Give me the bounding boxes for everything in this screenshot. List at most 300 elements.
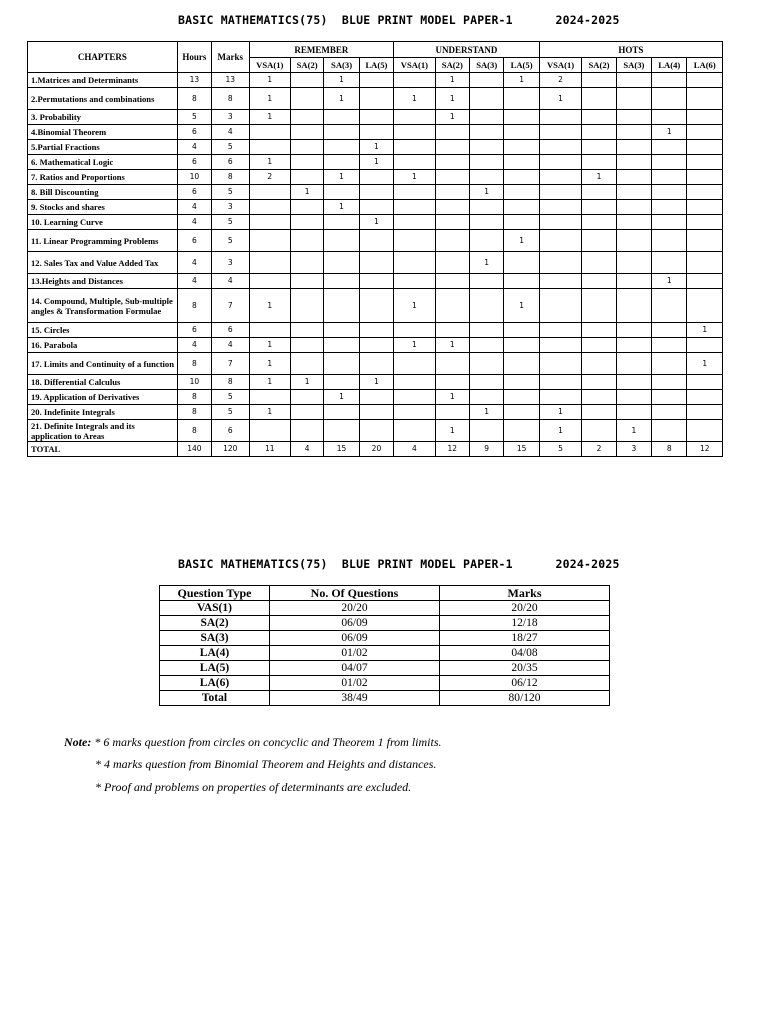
question-count-cell xyxy=(470,110,504,125)
question-count-cell xyxy=(652,170,687,185)
question-count-cell xyxy=(616,252,651,274)
question-count-cell xyxy=(687,110,723,125)
question-type: VAS(1) xyxy=(160,601,270,616)
question-count-cell xyxy=(249,420,290,442)
question-count-cell xyxy=(435,289,469,323)
question-count-cell xyxy=(504,88,539,110)
question-count-cell xyxy=(359,125,393,140)
chapter-marks: 8 xyxy=(212,375,249,390)
question-count-cell: 15 xyxy=(504,442,539,457)
question-count-cell: 1 xyxy=(394,289,435,323)
question-count-cell xyxy=(470,215,504,230)
question-count-cell xyxy=(687,420,723,442)
subheader-cell: LA(5) xyxy=(504,58,539,73)
question-count-cell xyxy=(249,274,290,289)
question-count-cell xyxy=(324,125,359,140)
question-count-cell xyxy=(324,155,359,170)
question-count-cell xyxy=(290,323,323,338)
question-count-cell xyxy=(539,125,581,140)
question-count-cell xyxy=(435,170,469,185)
question-count-cell xyxy=(504,110,539,125)
question-count-cell xyxy=(616,353,651,375)
chapter-name: 19. Application of Derivatives xyxy=(28,390,178,405)
question-count: 06/09 xyxy=(270,631,440,646)
question-count-cell xyxy=(652,338,687,353)
question-count-cell xyxy=(324,289,359,323)
question-count: 01/02 xyxy=(270,646,440,661)
question-count-cell xyxy=(582,252,616,274)
question-count-cell: 1 xyxy=(470,405,504,420)
note-line-3: * Proof and problems on properties of determinants are excluded. xyxy=(95,780,412,794)
question-count-cell: 1 xyxy=(249,73,290,88)
question-marks: 80/120 xyxy=(440,691,610,706)
chapter-marks: 5 xyxy=(212,405,249,420)
summary-header-count: No. Of Questions xyxy=(270,586,440,601)
question-count-cell: 1 xyxy=(504,73,539,88)
question-count-cell xyxy=(324,274,359,289)
question-count-cell xyxy=(652,110,687,125)
question-count-cell xyxy=(582,420,616,442)
table-row xyxy=(28,170,723,185)
table-row xyxy=(28,252,723,274)
question-count-cell xyxy=(470,375,504,390)
question-count-cell xyxy=(652,390,687,405)
question-count-cell xyxy=(470,125,504,140)
question-count-cell xyxy=(359,338,393,353)
chapter-name: 7. Ratios and Proportions xyxy=(28,170,178,185)
question-count-cell xyxy=(652,230,687,252)
question-count-cell xyxy=(324,185,359,200)
question-count-cell xyxy=(539,140,581,155)
chapter-marks: 6 xyxy=(212,155,249,170)
question-marks: 12/18 xyxy=(440,616,610,631)
question-count-cell xyxy=(290,125,323,140)
chapter-hours: 8 xyxy=(177,353,211,375)
chapter-marks: 3 xyxy=(212,110,249,125)
chapter-hours: 10 xyxy=(177,375,211,390)
question-count-cell xyxy=(359,88,393,110)
question-count-cell xyxy=(539,353,581,375)
question-count-cell xyxy=(616,215,651,230)
chapter-marks: 5 xyxy=(212,390,249,405)
question-type: SA(2) xyxy=(160,616,270,631)
question-count-cell xyxy=(435,215,469,230)
question-marks: 20/20 xyxy=(440,601,610,616)
subheader-cell: SA(3) xyxy=(324,58,359,73)
question-count-cell xyxy=(582,155,616,170)
question-count-cell xyxy=(616,274,651,289)
question-count-cell xyxy=(582,125,616,140)
question-count-cell: 1 xyxy=(249,155,290,170)
question-count-cell xyxy=(324,338,359,353)
chapter-marks: 6 xyxy=(212,323,249,338)
question-count-cell xyxy=(394,185,435,200)
table-row xyxy=(28,110,723,125)
summary-row xyxy=(160,661,610,676)
question-count-cell xyxy=(470,274,504,289)
question-count-cell xyxy=(249,390,290,405)
question-count-cell xyxy=(539,170,581,185)
question-count-cell xyxy=(504,125,539,140)
chapter-name: 11. Linear Programming Problems xyxy=(28,230,178,252)
question-count-cell xyxy=(290,110,323,125)
question-count-cell xyxy=(504,390,539,405)
subheader-cell: VSA(1) xyxy=(249,58,290,73)
chapter-marks: 120 xyxy=(212,442,249,457)
table-row xyxy=(28,274,723,289)
question-count-cell: 15 xyxy=(324,442,359,457)
question-count-cell xyxy=(687,230,723,252)
question-count-cell xyxy=(324,405,359,420)
question-count-cell xyxy=(504,405,539,420)
summary-row xyxy=(160,676,610,691)
question-count-cell xyxy=(359,390,393,405)
question-type: Total xyxy=(160,691,270,706)
question-count-cell xyxy=(652,155,687,170)
question-count-cell xyxy=(470,323,504,338)
question-count-cell xyxy=(359,185,393,200)
chapter-hours: 13 xyxy=(177,73,211,88)
chapter-hours: 10 xyxy=(177,170,211,185)
question-count-cell xyxy=(470,73,504,88)
chapter-hours: 8 xyxy=(177,390,211,405)
question-count-cell: 1 xyxy=(435,390,469,405)
question-count-cell xyxy=(687,215,723,230)
table-row xyxy=(28,375,723,390)
question-count-cell xyxy=(290,353,323,375)
question-count-cell: 1 xyxy=(539,405,581,420)
question-count-cell xyxy=(652,140,687,155)
question-count-cell: 12 xyxy=(687,442,723,457)
question-count-cell xyxy=(652,375,687,390)
table-row xyxy=(28,323,723,338)
question-count-cell: 1 xyxy=(249,405,290,420)
chapter-hours: 6 xyxy=(177,185,211,200)
subheader-cell: LA(4) xyxy=(652,58,687,73)
question-count-cell: 1 xyxy=(359,140,393,155)
question-count-cell xyxy=(290,200,323,215)
question-count-cell xyxy=(470,155,504,170)
chapter-name: 17. Limits and Continuity of a function xyxy=(28,353,178,375)
question-count-cell xyxy=(616,323,651,338)
question-count-cell xyxy=(582,88,616,110)
question-count-cell xyxy=(652,185,687,200)
question-count-cell: 1 xyxy=(324,390,359,405)
question-count-cell xyxy=(582,230,616,252)
table-row xyxy=(28,88,723,110)
chapter-marks: 8 xyxy=(212,88,249,110)
question-count-cell xyxy=(249,323,290,338)
question-count-cell xyxy=(290,390,323,405)
question-count-cell xyxy=(504,338,539,353)
chapter-name: 10. Learning Curve xyxy=(28,215,178,230)
question-marks: 06/12 xyxy=(440,676,610,691)
summary-row xyxy=(160,631,610,646)
question-count-cell xyxy=(394,323,435,338)
subheader-cell: LA(6) xyxy=(687,58,723,73)
question-count-cell xyxy=(582,353,616,375)
summary-row xyxy=(160,646,610,661)
question-type: LA(4) xyxy=(160,646,270,661)
question-count-cell xyxy=(582,185,616,200)
question-count-cell xyxy=(539,289,581,323)
question-count-cell xyxy=(394,353,435,375)
chapter-hours: 6 xyxy=(177,125,211,140)
question-count-cell: 1 xyxy=(470,252,504,274)
question-count-cell xyxy=(504,200,539,215)
subheader-cell: VSA(1) xyxy=(539,58,581,73)
question-count: 06/09 xyxy=(270,616,440,631)
question-count-cell xyxy=(359,353,393,375)
subheader-cell: SA(2) xyxy=(290,58,323,73)
chapter-hours: 6 xyxy=(177,323,211,338)
summary-table xyxy=(159,585,610,706)
question-count-cell xyxy=(582,390,616,405)
question-count-cell xyxy=(359,323,393,338)
question-count-cell xyxy=(582,140,616,155)
question-count-cell: 4 xyxy=(394,442,435,457)
question-type: SA(3) xyxy=(160,631,270,646)
question-count-cell: 1 xyxy=(359,375,393,390)
question-count-cell: 1 xyxy=(539,420,581,442)
question-count-cell xyxy=(359,274,393,289)
question-count-cell xyxy=(652,289,687,323)
question-count-cell xyxy=(687,390,723,405)
question-count-cell xyxy=(504,353,539,375)
question-count-cell xyxy=(616,390,651,405)
question-count-cell xyxy=(616,338,651,353)
subheader-cell: SA(2) xyxy=(435,58,469,73)
table-row xyxy=(28,289,723,323)
question-count-cell xyxy=(470,230,504,252)
chapter-marks: 5 xyxy=(212,215,249,230)
question-count-cell xyxy=(324,230,359,252)
question-count-cell xyxy=(582,323,616,338)
question-count-cell xyxy=(249,185,290,200)
chapter-name: TOTAL xyxy=(28,442,178,457)
table-row xyxy=(28,420,723,442)
question-count-cell xyxy=(652,353,687,375)
question-count-cell xyxy=(539,110,581,125)
question-count-cell: 1 xyxy=(249,353,290,375)
question-marks: 04/08 xyxy=(440,646,610,661)
question-count-cell: 1 xyxy=(582,170,616,185)
question-count-cell xyxy=(290,140,323,155)
question-count-cell xyxy=(394,140,435,155)
question-count-cell xyxy=(435,200,469,215)
question-count-cell xyxy=(504,185,539,200)
chapter-name: 18. Differential Calculus xyxy=(28,375,178,390)
chapter-hours: 8 xyxy=(177,405,211,420)
question-count-cell: 3 xyxy=(616,442,651,457)
question-count-cell xyxy=(324,375,359,390)
question-count-cell xyxy=(616,88,651,110)
question-count-cell xyxy=(394,230,435,252)
summary-row xyxy=(160,616,610,631)
question-count-cell xyxy=(435,252,469,274)
chapter-marks: 4 xyxy=(212,125,249,140)
chapter-marks: 13 xyxy=(212,73,249,88)
question-count-cell xyxy=(435,230,469,252)
question-count-cell xyxy=(539,390,581,405)
question-count-cell xyxy=(539,338,581,353)
question-count-cell: 5 xyxy=(539,442,581,457)
question-count-cell xyxy=(290,230,323,252)
chapter-hours: 6 xyxy=(177,155,211,170)
chapter-hours: 4 xyxy=(177,274,211,289)
question-count-cell xyxy=(582,375,616,390)
question-count-cell xyxy=(324,323,359,338)
question-count-cell xyxy=(687,140,723,155)
summary-row xyxy=(160,691,610,706)
question-count-cell: 1 xyxy=(359,155,393,170)
question-count-cell: 1 xyxy=(324,88,359,110)
question-count-cell xyxy=(687,125,723,140)
question-count-cell xyxy=(582,73,616,88)
question-count-cell: 1 xyxy=(249,289,290,323)
summary-header-marks: Marks xyxy=(440,586,610,601)
question-count-cell xyxy=(616,375,651,390)
chapter-hours: 4 xyxy=(177,200,211,215)
question-count: 20/20 xyxy=(270,601,440,616)
question-count-cell: 2 xyxy=(582,442,616,457)
table-row xyxy=(28,73,723,88)
question-count-cell xyxy=(470,88,504,110)
chapter-marks: 5 xyxy=(212,140,249,155)
question-count-cell xyxy=(435,155,469,170)
header-marks: Marks xyxy=(212,42,249,73)
question-count-cell xyxy=(435,185,469,200)
table-row xyxy=(28,338,723,353)
question-count-cell: 1 xyxy=(435,338,469,353)
question-count-cell: 1 xyxy=(470,185,504,200)
subheader-cell: SA(3) xyxy=(470,58,504,73)
header-chapters: CHAPTERS xyxy=(28,42,178,73)
table-row xyxy=(28,125,723,140)
question-count-cell xyxy=(539,215,581,230)
question-count-cell xyxy=(616,110,651,125)
question-count-cell xyxy=(652,405,687,420)
question-count-cell: 4 xyxy=(290,442,323,457)
question-count-cell: 1 xyxy=(616,420,651,442)
question-count-cell xyxy=(359,110,393,125)
question-marks: 20/35 xyxy=(440,661,610,676)
question-count-cell xyxy=(539,252,581,274)
table-row xyxy=(28,230,723,252)
question-count-cell xyxy=(470,420,504,442)
summary-row xyxy=(160,601,610,616)
question-count-cell xyxy=(504,274,539,289)
chapter-marks: 3 xyxy=(212,252,249,274)
question-count-cell xyxy=(582,110,616,125)
question-count-cell xyxy=(652,323,687,338)
question-count-cell xyxy=(616,170,651,185)
question-count-cell xyxy=(616,230,651,252)
note-line-1 xyxy=(64,735,442,750)
chapter-name: 16. Parabola xyxy=(28,338,178,353)
question-count-cell xyxy=(652,73,687,88)
question-count-cell xyxy=(324,420,359,442)
question-count-cell xyxy=(687,88,723,110)
chapter-name: 12. Sales Tax and Value Added Tax xyxy=(28,252,178,274)
chapter-marks: 8 xyxy=(212,170,249,185)
question-count-cell xyxy=(539,185,581,200)
question-count-cell xyxy=(616,125,651,140)
chapter-name: 9. Stocks and shares xyxy=(28,200,178,215)
question-count-cell xyxy=(435,375,469,390)
question-count-cell xyxy=(359,230,393,252)
chapter-marks: 5 xyxy=(212,185,249,200)
question-type: LA(6) xyxy=(160,676,270,691)
question-count-cell: 1 xyxy=(504,289,539,323)
table-row xyxy=(28,353,723,375)
question-count-cell xyxy=(470,140,504,155)
question-count-cell xyxy=(394,110,435,125)
question-count-cell xyxy=(652,200,687,215)
chapter-marks: 5 xyxy=(212,230,249,252)
table-row xyxy=(28,215,723,230)
subheader-cell: SA(3) xyxy=(616,58,651,73)
chapter-name: 15. Circles xyxy=(28,323,178,338)
question-count-cell xyxy=(539,155,581,170)
chapter-hours: 140 xyxy=(177,442,211,457)
question-count-cell: 1 xyxy=(290,185,323,200)
question-count-cell xyxy=(249,200,290,215)
question-count: 38/49 xyxy=(270,691,440,706)
question-count-cell: 12 xyxy=(435,442,469,457)
question-count-cell xyxy=(290,405,323,420)
blueprint-table xyxy=(27,41,723,457)
question-count-cell: 1 xyxy=(324,200,359,215)
question-count-cell xyxy=(394,420,435,442)
question-count-cell xyxy=(652,215,687,230)
chapter-name: 2.Permutations and combinations xyxy=(28,88,178,110)
question-count-cell xyxy=(394,155,435,170)
question-count-cell xyxy=(324,215,359,230)
question-count-cell: 1 xyxy=(290,375,323,390)
question-count-cell: 1 xyxy=(359,215,393,230)
chapter-marks: 7 xyxy=(212,289,249,323)
chapter-name: 1.Matrices and Determinants xyxy=(28,73,178,88)
question-count-cell xyxy=(394,125,435,140)
question-count-cell xyxy=(616,185,651,200)
question-count-cell xyxy=(394,200,435,215)
question-count-cell xyxy=(249,230,290,252)
question-count-cell xyxy=(582,289,616,323)
chapter-name: 13.Heights and Distances xyxy=(28,274,178,289)
chapter-hours: 4 xyxy=(177,140,211,155)
chapter-name: 6. Mathematical Logic xyxy=(28,155,178,170)
question-count-cell: 1 xyxy=(435,420,469,442)
table-row xyxy=(28,155,723,170)
summary-header-type: Question Type xyxy=(160,586,270,601)
question-count-cell xyxy=(435,125,469,140)
chapter-hours: 8 xyxy=(177,289,211,323)
question-count-cell xyxy=(582,215,616,230)
question-count-cell xyxy=(324,252,359,274)
question-count-cell: 1 xyxy=(394,338,435,353)
question-count-cell xyxy=(539,323,581,338)
subheader-cell: LA(5) xyxy=(359,58,393,73)
question-count-cell xyxy=(359,252,393,274)
question-count-cell xyxy=(687,405,723,420)
question-count-cell xyxy=(394,405,435,420)
question-count-cell xyxy=(435,274,469,289)
question-count-cell xyxy=(324,140,359,155)
subheader-cell: SA(2) xyxy=(582,58,616,73)
question-count-cell xyxy=(435,353,469,375)
question-count-cell xyxy=(687,252,723,274)
